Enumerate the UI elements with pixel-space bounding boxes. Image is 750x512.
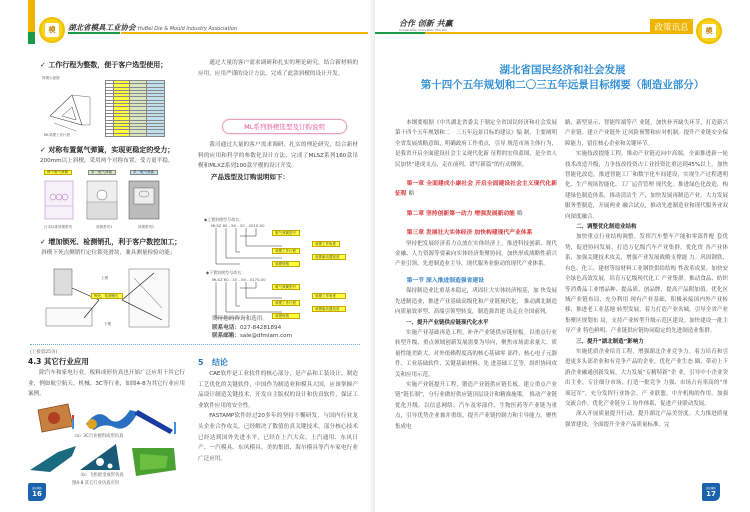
chapter-3: 第三章 发展壮大实体经济 加快构建现代产业体系 xyxy=(406,230,533,237)
lower-box-driver-width: 斜楔驱动器宽度 xyxy=(312,306,346,312)
lock-hole-diagram xyxy=(44,268,174,340)
article-intro: 本纲要根据《中共湖北省委关于制定全省国民经济和社会发展第十四个五年规划和二 三五年远景目标的建议》编 制，主要阐明全省发展战略意图，明确政府工作重点，引导 规范市场主体行为，是我省开启全面建设社会主义现代化新 征程的宏伟蓝图，是全省人民加快“建成支点、走在前列、谱写新篇”的行动纲领。 xyxy=(395,120,557,168)
article-title-line-2: 第十四个五年规划和二〇三五年远景目标纲要（制造业部分） xyxy=(420,79,705,91)
caption-aircraft: （b）飞机板金成形仿真 xyxy=(78,473,124,478)
feature-3-body: 斜楔下死点侧销钉定位锁死滑块，兼具测量检验功能； xyxy=(41,250,176,256)
stroke-diagram xyxy=(42,76,102,138)
caption-3c: （a）3C行业板料成形仿真 xyxy=(72,434,124,439)
section-5 xyxy=(198,357,358,464)
page-number-badge: 湖北模协 17 xyxy=(702,483,720,501)
section-5-heading: 5 结论 xyxy=(198,358,228,367)
phone-number: 027-84281894 xyxy=(239,325,282,331)
article-column-2 xyxy=(565,118,728,430)
upper-die-label: 上模 xyxy=(101,276,108,280)
table-row xyxy=(106,133,165,136)
association-logo xyxy=(696,18,722,44)
header-yellow-line xyxy=(121,32,375,34)
spring-drawing-1 xyxy=(44,180,74,220)
spring-caption-3: 斜楔系列2 xyxy=(138,225,155,229)
table-cell xyxy=(106,133,114,136)
subsection-2-heading: 二、调整优化制造业结构 xyxy=(576,224,637,231)
col2-para-2: 加快重点行业结构调整。发挥汽车整车产能和零部件配 套优势，促进协同发展，打造万亿级汽车产业集群。优化资 各产业体系，加强关键技术攻关，增强产业发展战略支撑能 力。巩固钢铁、有色、化工、建材等原材料工业钢铁供给结构 性改革成果。加快安全绿色高效发展，培育万亿级现代化工 产业集群。推动食品、纺织等消费品工业增品种、提品质、创品牌，提高产品附加值。优化区域产业链布局，充分利用 现有产业基础，积极承接国内外产业转移，推进老工业基地 转型发展，着力打造产业名城。引导全省产业集聚区规划布 局，支持产业转型升级示范区建设。加快建设一批主导产业 特色鲜明、产业链供应链协同稳定的先进制造业集群。 xyxy=(565,234,728,335)
chapter-1: 第一章 全面建成小康社会 开启全面建设社会主义现代化新征程 略 xyxy=(395,181,557,198)
upper-naming-label: ◆上置斜楔型号命名： xyxy=(204,217,244,222)
subsection-3-heading: 三、提升“湖北制造”影响力 xyxy=(576,338,644,345)
lower-model-code: MLXZ 60 - 45 - 00 - X170-50 xyxy=(212,277,266,282)
header-yellow-bar xyxy=(28,0,35,32)
section-1-heading: 第一节 深入推进制造强省建设 xyxy=(406,277,484,284)
lower-box-angle: 斜楔工作角度 xyxy=(312,293,346,299)
lock-hole-label: 锁死、检测销孔 xyxy=(91,293,123,299)
upper-box-stroke: 斜楔工作行程 xyxy=(272,248,300,254)
upper-box-spec: 斜楔规格 xyxy=(272,261,300,267)
spring-label-1: 两个氮气弹簧 xyxy=(44,170,72,175)
feature-2 xyxy=(40,145,190,167)
wedge-parameter-table xyxy=(105,80,165,137)
spring-drawing-2 xyxy=(86,180,118,220)
article-title-line-1: 湖北省国民经济和社会发展 xyxy=(499,64,626,76)
subsection-1-heading: 一、提升产业链供应链现代化水平 xyxy=(406,319,489,326)
feature-3-title: ✓ 增加锁死、检测销孔，利于客户数控加工； xyxy=(40,238,182,246)
section-5-para-2: FASTAMP软件经过20多年的坚持不懈研发，与国内行业龙头企业合作攻关，已经解决了数值仿真关键技术，部分核心技术已经达到国外先进水平，已经在上汽大众、上汽通用、东风日产、一汽模具、东风模具、美的集团、海尔模具等汽车家电行业广泛应用。 xyxy=(198,413,358,462)
figure-4-8-caption: 图4-8 其它行业仿真应用 xyxy=(72,481,120,486)
email-block xyxy=(212,332,362,340)
order-title: 产品选型及订购说明如下： xyxy=(211,172,289,181)
header-green-line xyxy=(375,32,425,34)
page-number: 16 xyxy=(32,489,42,498)
org-name-en: HuBei Die & Mould Industry Association xyxy=(137,26,238,32)
right-page xyxy=(375,0,750,512)
section-tag: 政策讯息 xyxy=(650,19,693,34)
header-green-bar xyxy=(28,32,35,44)
order-guide-heading: ML系列斜楔选型及订购说明 xyxy=(222,119,347,134)
spring-caption-2: 斜楔系列1 xyxy=(96,225,113,229)
table-cell xyxy=(129,133,147,136)
section-4-3-heading: 4.3 其它行业应用 xyxy=(28,357,89,366)
check-icon: ✓ xyxy=(40,146,46,154)
section-1-body: 保持制造业比重基本稳定，巩固壮大实体经济根基，加 快发展先进制造业，推进产业基础高级化和产业链现代化， 推动湖北制造向质量效率型、高端引领型转变，制造强省建 设走在全国前列。 xyxy=(395,288,557,316)
spring-label-3: 单一氮气弹簧 xyxy=(130,170,158,175)
upper-model-code: MLSZ 60 - 50 - 20 - X010-50 xyxy=(211,223,265,228)
article-column-1 xyxy=(395,118,557,432)
wedge-triangle-drawing xyxy=(42,81,102,136)
header-green-line xyxy=(68,32,120,34)
subsection-1-para-2: 实施产业链提升工程，锻造产业链供应链长板。建立重点产业链“链长制”，分行业做好供应链顶层设计和精准施策， 推动产业链优化升级。以信息网络、汽车及零部件、生物医药等产业链为重点，引导优势企业兼并重组，提升产业链控制力和主导能力。聚焦集成电 xyxy=(395,381,557,430)
section-divider xyxy=(30,344,360,345)
product-description: 我司通过大量的客户需求调研、扎实的理论研究，结合新材料的应用和科学的参数化设计方法，完成了MLSZ系列160款吊楔和MLXZ系列100款平楔的设计开发。 产品选型及订购说明如下： xyxy=(198,142,358,181)
feature-2-title: ✓ 对称布置氮气弹簧，实现更稳定的受力； xyxy=(40,146,175,154)
stroke-diagram-caption: ML斜楔工作行程 xyxy=(44,133,70,137)
lower-box-spec: 斜楔规格 xyxy=(272,313,300,319)
page-number-badge: 湖北模协 16 xyxy=(28,483,46,501)
table-cell xyxy=(147,133,165,136)
org-name-cn: 湖北省模具工业协会 xyxy=(68,23,136,32)
section-4-3 xyxy=(28,356,185,400)
lower-box-stroke: 斜楔工作行程 xyxy=(272,300,300,306)
spring-label-2: 单一氮气弹簧 xyxy=(88,170,116,175)
chapter-2: 第二章 坚持创新第一动力 增强发展新动能 略 xyxy=(406,210,523,217)
email-address: sale@dfmiam.com xyxy=(239,333,293,339)
closing-text: 期待您的咨询和选用。 xyxy=(212,316,268,322)
feature-3 xyxy=(30,237,190,259)
spring-drawing-3 xyxy=(128,180,160,220)
contact-lines xyxy=(212,324,362,332)
header-slogan-en: Cooperation Innovation Win-win xyxy=(399,28,448,32)
chapter-3-body: 坚持把发展经济着力点放在实体经济上，推进科技创新、现代金融、人力资源等要素向实体经济集聚协同，加快形成战略性新兴产业引领、先进制造业主导、现代服务业驱动的现代产业体系。 xyxy=(395,240,557,268)
upper-box-driver-width: 斜楔驱动器宽度 xyxy=(312,254,346,260)
lower-die-label: 下模 xyxy=(104,322,111,326)
email-line: 联系邮箱：sale@dfmiam.com xyxy=(212,333,293,339)
upper-box-angle: 斜楔工作角度 xyxy=(312,241,340,247)
col2-para-0: 路、新型显示、智能终端等产 业链，加快补齐缺失环节，打造新兴产业链。建立产业链外 迁风险预警和应对机制，提升产业链安全保障能力，留住核心企业和关键环节。 xyxy=(565,120,728,147)
col2-para-1: 实施技改提能工程，推动产业链迈向中高端。全面推进新一轮技术改造升级，力争技改投资占工业投资比重达到45%以上。加快智能化改造，推进智能工厂和数字化车间建设，实现生产过程透明化、生产现场智能化、工厂运营管理 现代化。推进绿色化改造，构建绿色制造体系，推动清洁生 产，加快发展再制造产业。大力发展服务型制造，开展两业 融合试点，推动先进制造业和现代服务业双向深度融合。 xyxy=(565,151,728,220)
logo-mark: 模 xyxy=(702,24,716,38)
table-cell xyxy=(113,133,129,136)
section-4-3-body: 除汽车和家电行业，板料成形仿真也开始广泛应用于其它行业，例如航空航天、机械、3C等行业，如图4-8为其它行业应用案例。 xyxy=(28,370,185,398)
lower-box-spring-model: 氮气弹簧型号 xyxy=(272,284,300,290)
header-yellow-line xyxy=(425,32,650,34)
continued-note: (上接第25页) xyxy=(30,350,58,355)
check-icon: ✓ xyxy=(40,61,46,69)
col2-para-3: 实施优质企业培育工程，增强湖北企业竞争力。着力培育和引进更多头部企业和有竞争产品的企业，优化产业生态 圈，带动上下游企业融通创新发展。大力发展“专精特新”企 业，引导中小企业突出主业，专注细分市场，打造一批竞争 力强、市场占有率高的“单项冠军”，充分发挥行业协会、产 业联盟、中介机构的作用，加强交流合作，优化产业链分工 协作体系，促进产业联动发展。 xyxy=(565,348,728,407)
feature-1-title: ✓ 工作行程为整数，便于客户选型使用； xyxy=(40,61,168,69)
logo-mark: 模 xyxy=(45,23,59,37)
col2-para-4: 深入开展质量提升行动，提升湖北产品美誉度。大力推进质量强省建设，全面提升全业产品质量标准。完 xyxy=(565,411,728,428)
spring-caption-1: 日本标准斜楔系列 xyxy=(44,225,72,229)
header-slogan: 合作 创新 共赢 xyxy=(399,19,453,28)
diagram-header: 斜楔示意图 xyxy=(42,76,60,80)
check-icon: ✓ xyxy=(40,238,46,246)
feature-2-body: 200mm以上斜楔，采用两个对称布置，受力更平稳。 xyxy=(40,158,174,164)
feature-1 xyxy=(40,60,190,71)
page-number: 17 xyxy=(706,489,716,498)
subsection-1-para-1: 实施产业基础再造工程，补齐产业链供应链短板。以重点行业转型升级、重点领域创新发展需要为导向，聚焦市场需求量大、质量性能差距大、对外依赖程度高的核心基础零 部件、核心电子元器件、工业基础软件、关键基础材料、先 进基础工艺等，组织协同攻关和应用示范。 xyxy=(395,329,557,378)
product-intro: 通过大量的客户需求调研和扎实的理论研究，结合新材料的应用，应用严谨的设计方法，完成了此款斜楔的设计开发。 xyxy=(198,60,358,77)
upper-box-spring-model: 氮气弹簧型号 xyxy=(272,230,300,236)
association-logo xyxy=(39,17,65,43)
section-5-para-1: CAE软件是工业软件的核心部分，是产品和工装设计、制造工艺优化的关键软件，中国作为制造业和模具大国，应该掌握产品设计制造关键技术，开发自主版权的设计和仿真软件，保证工业软件应用的安全性。 xyxy=(198,371,358,409)
lower-naming-label: ◆下置斜楔型号命名： xyxy=(206,270,246,275)
phone-line: 联系电话：027-84281894 xyxy=(212,325,282,331)
